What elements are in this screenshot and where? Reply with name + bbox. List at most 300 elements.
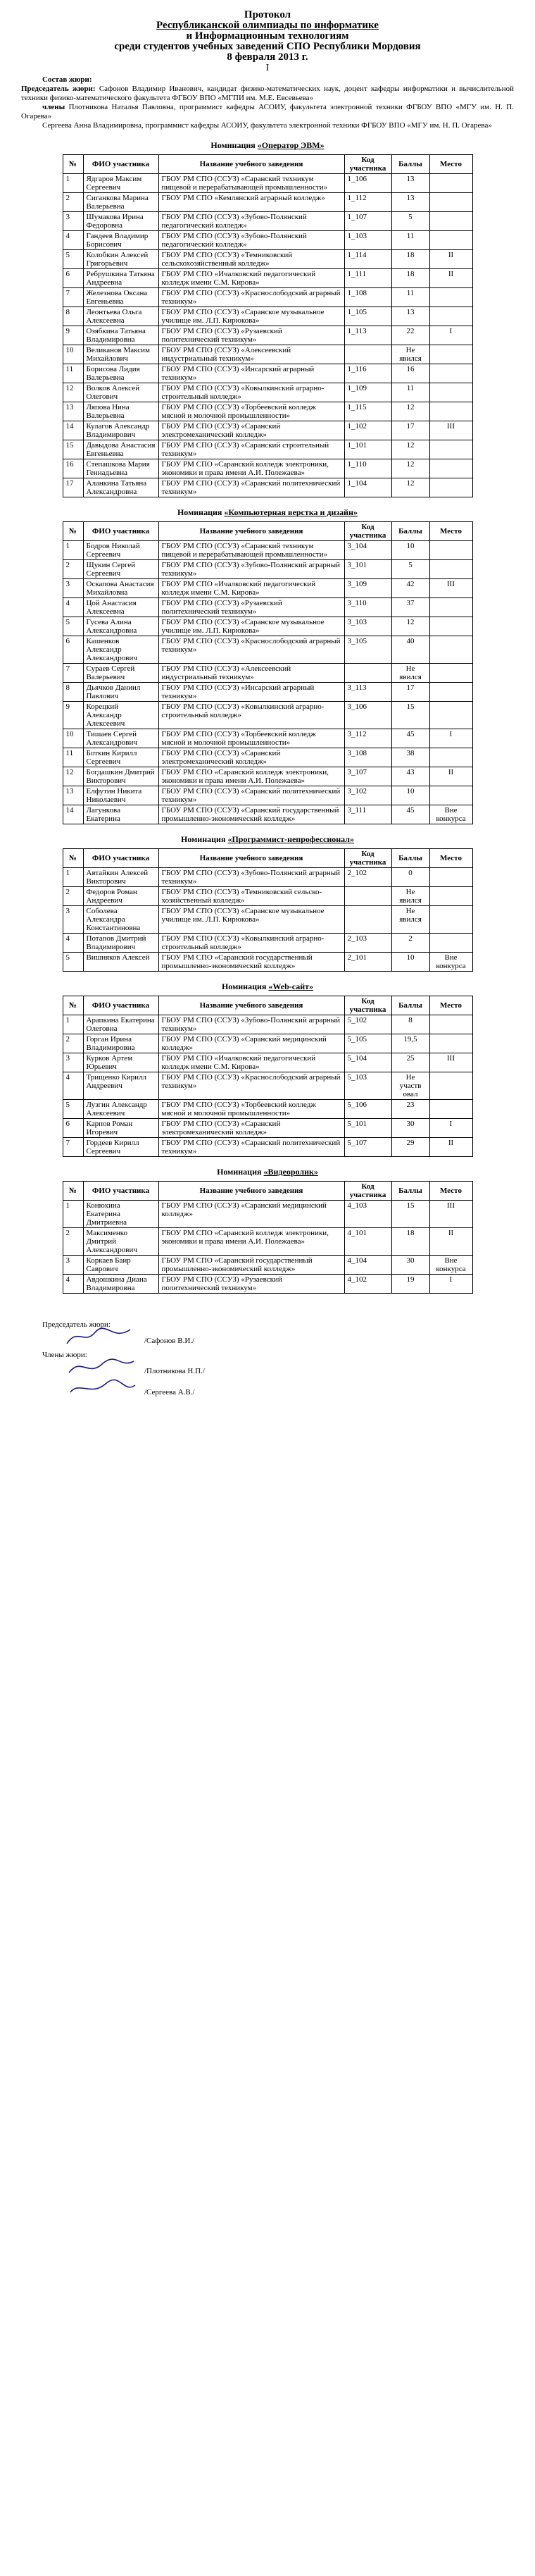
- place: [429, 307, 472, 326]
- institution-name: ГБОУ РМ СПО (ССУЗ) «Темниковский сельскохозяйственный колледж»: [158, 250, 344, 269]
- row-number: 11: [63, 748, 83, 767]
- institution-name: ГБОУ РМ СПО (ССУЗ) «Саранский техникум пищевой и перерабатывающей промышленности»: [158, 541, 344, 560]
- participant-name: Ляпова Нина Валерьевна: [83, 402, 158, 421]
- participant-name: Железнова Оксана Евгеньевна: [83, 288, 158, 307]
- table-row: [63, 364, 472, 383]
- table-row: [63, 288, 472, 307]
- column-header: ФИО участника: [83, 849, 158, 868]
- column-header: №: [63, 155, 83, 174]
- participant-name: Гордеев Кирилл Сергеевич: [83, 1138, 158, 1157]
- place: [429, 683, 472, 702]
- row-number: 4: [63, 231, 83, 250]
- participant-code: 3_102: [344, 786, 391, 805]
- institution-name: ГБОУ РМ СПО (ССУЗ) «Саранское музыкальное училище им. Л.П. Кирюкова»: [158, 307, 344, 326]
- place: I: [429, 326, 472, 345]
- participant-name: Федоров Роман Андреевич: [83, 887, 158, 906]
- table-row: [63, 402, 472, 421]
- row-number: 8: [63, 683, 83, 702]
- column-header: Баллы: [391, 996, 429, 1015]
- participant-code: 1_101: [344, 440, 391, 459]
- nomination-heading: [21, 140, 514, 150]
- institution-name: ГБОУ РМ СПО «Саранский колледж электроники, экономики и права имени А.И. Полежаева»: [158, 767, 344, 786]
- column-header: Место: [429, 849, 472, 868]
- participant-code: 1_112: [344, 193, 391, 212]
- place: [429, 345, 472, 364]
- participant-code: 3_107: [344, 767, 391, 786]
- table-row: [63, 541, 472, 560]
- place: I: [429, 729, 472, 748]
- institution-name: ГБОУ РМ СПО (ССУЗ) «Саранский политехнический техникум»: [158, 1138, 344, 1157]
- participant-name: Волков Алексей Олегович: [83, 383, 158, 402]
- nomination-name: «Программист-непрофессионал»: [227, 834, 354, 844]
- column-header: Код участника: [344, 1182, 391, 1201]
- score: 45: [391, 729, 429, 748]
- table-row: [63, 307, 472, 326]
- score: 45: [391, 805, 429, 824]
- row-number: 15: [63, 440, 83, 459]
- place: Вне конкурса: [429, 953, 472, 972]
- institution-name: ГБОУ РМ СПО (ССУЗ) «Зубово-Полянский педагогический колледж»: [158, 212, 344, 231]
- column-header: Место: [429, 996, 472, 1015]
- score: 43: [391, 767, 429, 786]
- score: 11: [391, 231, 429, 250]
- participant-code: 1_107: [344, 212, 391, 231]
- row-number: 10: [63, 345, 83, 364]
- institution-name: ГБОУ РМ СПО (ССУЗ) «Алексеевский индустриальный техникум»: [158, 664, 344, 683]
- institution-name: ГБОУ РМ СПО (ССУЗ) «Алексеевский индустриальный техникум»: [158, 345, 344, 364]
- table-header-row: [63, 996, 472, 1015]
- table-row: [63, 174, 472, 193]
- participant-code: 2_102: [344, 868, 391, 887]
- jury-members-label: члены: [42, 103, 65, 111]
- participant-code: 3_109: [344, 579, 391, 598]
- text-cursor: I: [265, 63, 270, 73]
- participant-code: 3_110: [344, 598, 391, 617]
- table-row: [63, 459, 472, 478]
- score: 15: [391, 702, 429, 729]
- institution-name: ГБОУ РМ СПО (ССУЗ) «Саранский государственный промышленно-экономический колледж»: [158, 805, 344, 824]
- score: Не явился: [391, 664, 429, 683]
- participant-code: 5_106: [344, 1100, 391, 1119]
- place: [429, 636, 472, 664]
- participant-name: Степашкова Мария Геннадьевна: [83, 459, 158, 478]
- participant-code: 3_106: [344, 702, 391, 729]
- participant-name: Колобкин Алексей Григорьевич: [83, 250, 158, 269]
- score: 0: [391, 868, 429, 887]
- score: 10: [391, 541, 429, 560]
- nomination-prefix: Номинация: [181, 834, 228, 844]
- column-header: Название учебного заведения: [158, 996, 344, 1015]
- row-number: 4: [63, 598, 83, 617]
- participant-name: Конюхина Екатерина Дмитриевна: [83, 1201, 158, 1228]
- score: 5: [391, 212, 429, 231]
- table-row: [63, 906, 472, 934]
- nomination-prefix: Номинация: [217, 1167, 264, 1177]
- participant-name: Карпов Роман Игоревич: [83, 1119, 158, 1138]
- column-header: Код участника: [344, 849, 391, 868]
- participant-code: 4_102: [344, 1275, 391, 1294]
- table-row: [63, 1053, 472, 1072]
- institution-name: ГБОУ РМ СПО (ССУЗ) «Зубово-Полянский аграрный техникум»: [158, 560, 344, 579]
- row-number: 9: [63, 702, 83, 729]
- participant-name: Соболева Александра Константиновна: [83, 906, 158, 934]
- column-header: Место: [429, 155, 472, 174]
- column-header: Код участника: [344, 155, 391, 174]
- nomination-heading: [21, 507, 514, 517]
- institution-name: ГБОУ РМ СПО (ССУЗ) «Ковылкинский аграрно-строительный колледж»: [158, 934, 344, 953]
- protocol-page: [21, 0, 514, 1402]
- participant-code: [344, 345, 391, 364]
- row-number: 4: [63, 934, 83, 953]
- participant-code: 4_103: [344, 1201, 391, 1228]
- table-row: [63, 1138, 472, 1157]
- score: 2: [391, 934, 429, 953]
- place: [429, 440, 472, 459]
- institution-name: ГБОУ РМ СПО «Саранский колледж электроники, экономики и права имени А.И. Полежаева»: [158, 1228, 344, 1256]
- sign-member2-name: /Сергеева А.В./: [144, 1388, 195, 1397]
- institution-name: ГБОУ РМ СПО (ССУЗ) «Ковылкинский аграрно-строительный колледж»: [158, 383, 344, 402]
- signature-chair-icon: [63, 1324, 141, 1349]
- participant-code: 3_112: [344, 729, 391, 748]
- table-row: [63, 748, 472, 767]
- place: [429, 786, 472, 805]
- participant-name: Леонтьева Ольга Алексеевна: [83, 307, 158, 326]
- participant-name: Арапкина Екатерина Олеговна: [83, 1015, 158, 1034]
- document-title: [21, 10, 514, 63]
- score: Не явился: [391, 345, 429, 364]
- nomination-prefix: Номинация: [221, 982, 269, 991]
- participant-code: 3_103: [344, 617, 391, 636]
- place: II: [429, 767, 472, 786]
- institution-name: ГБОУ РМ СПО (ССУЗ) «Саранский электромеханический колледж»: [158, 421, 344, 440]
- nomination-prefix: Номинация: [210, 140, 258, 150]
- participant-name: Озябкина Татьяна Владимировна: [83, 326, 158, 345]
- participant-name: Корецкий Александр Алексеевич: [83, 702, 158, 729]
- row-number: 1: [63, 1015, 83, 1034]
- place: [429, 1072, 472, 1100]
- score: Не явился: [391, 887, 429, 906]
- row-number: 9: [63, 326, 83, 345]
- place: [429, 174, 472, 193]
- table-row: [63, 702, 472, 729]
- nomination-heading: [21, 834, 514, 844]
- column-header: Место: [429, 1182, 472, 1201]
- table-header-row: [63, 849, 472, 868]
- column-header: Баллы: [391, 1182, 429, 1201]
- row-number: 2: [63, 887, 83, 906]
- participant-name: Великанов Максим Михайлович: [83, 345, 158, 364]
- place: II: [429, 1228, 472, 1256]
- row-number: 1: [63, 868, 83, 887]
- place: [429, 1100, 472, 1119]
- place: [429, 402, 472, 421]
- participant-code: [344, 887, 391, 906]
- table-row: [63, 868, 472, 887]
- sign-members-label: Члены жюри:: [42, 1351, 87, 1359]
- column-header: ФИО участника: [83, 155, 158, 174]
- institution-name: ГБОУ РМ СПО (ССУЗ) «Зубово-Полянский аграрный техникум»: [158, 1015, 344, 1034]
- jury-member-2: Сергеева Анна Владимировна, программист кафедры АСОИУ, факультета электронной техники ФГБОУ ВПО «МГУ им. Н. П. Огарева»: [42, 121, 492, 130]
- participant-code: 2_101: [344, 953, 391, 972]
- column-header: №: [63, 522, 83, 541]
- place: III: [429, 421, 472, 440]
- row-number: 3: [63, 1053, 83, 1072]
- participant-code: 3_111: [344, 805, 391, 824]
- table-row: [63, 805, 472, 824]
- institution-name: ГБОУ РМ СПО (ССУЗ) «Саранский политехнический техникум»: [158, 786, 344, 805]
- column-header: Название учебного заведения: [158, 1182, 344, 1201]
- row-number: 5: [63, 250, 83, 269]
- column-header: №: [63, 849, 83, 868]
- participant-name: Гандеев Владимир Борисович: [83, 231, 158, 250]
- participant-name: Сураев Сергей Валерьевич: [83, 664, 158, 683]
- place: [429, 212, 472, 231]
- score: Не участв овал: [391, 1072, 429, 1100]
- table-row: [63, 560, 472, 579]
- place: [429, 887, 472, 906]
- table-row: [63, 1201, 472, 1228]
- participant-code: 3_113: [344, 683, 391, 702]
- row-number: 2: [63, 193, 83, 212]
- column-header: ФИО участника: [83, 522, 158, 541]
- participant-name: Гусева Алина Александровна: [83, 617, 158, 636]
- participant-name: Борисова Лидия Валерьевна: [83, 364, 158, 383]
- table-row: [63, 953, 472, 972]
- row-number: 2: [63, 1228, 83, 1256]
- row-number: 1: [63, 174, 83, 193]
- institution-name: ГБОУ РМ СПО (ССУЗ) «Зубово-Полянский педагогический колледж»: [158, 231, 344, 250]
- place: [429, 906, 472, 934]
- title-it: и Информационным технологиям: [186, 30, 349, 42]
- place: [429, 702, 472, 729]
- participant-code: 1_106: [344, 174, 391, 193]
- signature-member2-icon: [63, 1375, 141, 1401]
- participant-name: Коркаев Баир Саврович: [83, 1256, 158, 1275]
- place: [429, 231, 472, 250]
- jury-section: [21, 75, 514, 130]
- row-number: 7: [63, 664, 83, 683]
- place: [429, 459, 472, 478]
- jury-chair-label: Председатель жюри:: [21, 85, 96, 93]
- table-row: [63, 212, 472, 231]
- column-header: ФИО участника: [83, 1182, 158, 1201]
- column-header: Баллы: [391, 155, 429, 174]
- participant-code: 5_103: [344, 1072, 391, 1100]
- participant-name: Шумакова Ирина Федоровна: [83, 212, 158, 231]
- participant-name: Оскапова Анастасия Михайловна: [83, 579, 158, 598]
- column-header: Баллы: [391, 849, 429, 868]
- place: [429, 364, 472, 383]
- place: III: [429, 1201, 472, 1228]
- participant-name: Давыдова Анастасия Евгеньевна: [83, 440, 158, 459]
- score: 29: [391, 1138, 429, 1157]
- table-row: [63, 231, 472, 250]
- score: 11: [391, 383, 429, 402]
- participant-name: Сиганкова Марина Валерьевна: [83, 193, 158, 212]
- score: 12: [391, 459, 429, 478]
- institution-name: ГБОУ РМ СПО (ССУЗ) «Краснослободский аграрный техникум»: [158, 288, 344, 307]
- score: 23: [391, 1100, 429, 1119]
- participant-code: 1_108: [344, 288, 391, 307]
- table-row: [63, 326, 472, 345]
- participant-code: 1_111: [344, 269, 391, 288]
- row-number: 8: [63, 307, 83, 326]
- participant-name: Потапов Дмитрий Владимирович: [83, 934, 158, 953]
- institution-name: ГБОУ РМ СПО (ССУЗ) «Рузаевский политехнический техникум»: [158, 598, 344, 617]
- score: 16: [391, 364, 429, 383]
- column-header: Название учебного заведения: [158, 522, 344, 541]
- results-table: [63, 154, 473, 497]
- table-row: [63, 1275, 472, 1294]
- institution-name: ГБОУ РМ СПО (ССУЗ) «Саранский электромеханический колледж»: [158, 1119, 344, 1138]
- place: III: [429, 579, 472, 598]
- participant-code: 3_104: [344, 541, 391, 560]
- place: II: [429, 269, 472, 288]
- title-protocol: Протокол: [244, 9, 291, 20]
- institution-name: ГБОУ РМ СПО (ССУЗ) «Ковылкинский аграрно-строительный колледж»: [158, 702, 344, 729]
- table-row: [63, 193, 472, 212]
- row-number: 3: [63, 906, 83, 934]
- table-row: [63, 269, 472, 288]
- results-table: [63, 1181, 473, 1294]
- row-number: 2: [63, 1034, 83, 1053]
- title-date: 8 февраля 2013 г.: [227, 51, 308, 63]
- place: [429, 1034, 472, 1053]
- participant-name: Лузгин Александр Алексеевич: [83, 1100, 158, 1119]
- sign-chair-name: /Сафонов В.И./: [144, 1337, 195, 1345]
- participant-name: Богдашкин Дмитрий Викторович: [83, 767, 158, 786]
- place: III: [429, 1053, 472, 1072]
- table-header-row: [63, 522, 472, 541]
- score: 38: [391, 748, 429, 767]
- column-header: Название учебного заведения: [158, 155, 344, 174]
- participant-name: Кашенков Александр Александрович: [83, 636, 158, 664]
- participant-name: Ядгаров Максим Сергеевич: [83, 174, 158, 193]
- results-table: [63, 848, 473, 972]
- row-number: 1: [63, 1201, 83, 1228]
- table-row: [63, 664, 472, 683]
- nomination-heading: [21, 982, 514, 991]
- row-number: 14: [63, 421, 83, 440]
- sign-member1-name: /Плотникова Н.П./: [144, 1367, 205, 1375]
- table-row: [63, 440, 472, 459]
- participant-code: 3_105: [344, 636, 391, 664]
- place: [429, 664, 472, 683]
- place: II: [429, 1138, 472, 1157]
- column-header: №: [63, 1182, 83, 1201]
- table-row: [63, 383, 472, 402]
- score: 12: [391, 478, 429, 497]
- nomination-name: «Оператор ЭВМ»: [257, 140, 325, 150]
- table-row: [63, 598, 472, 617]
- score: 8: [391, 1015, 429, 1034]
- participant-code: 3_108: [344, 748, 391, 767]
- score: 18: [391, 269, 429, 288]
- institution-name: ГБОУ РМ СПО (ССУЗ) «Зубово-Полянский аграрный техникум»: [158, 868, 344, 887]
- row-number: 6: [63, 1119, 83, 1138]
- table-row: [63, 1015, 472, 1034]
- participant-name: Щукин Сергей Сергеевич: [83, 560, 158, 579]
- row-number: 14: [63, 805, 83, 824]
- row-number: 3: [63, 579, 83, 598]
- participant-code: 1_109: [344, 383, 391, 402]
- row-number: 6: [63, 269, 83, 288]
- nomination-heading: [21, 1167, 514, 1177]
- row-number: 7: [63, 1138, 83, 1157]
- table-row: [63, 934, 472, 953]
- row-number: 12: [63, 383, 83, 402]
- column-header: Место: [429, 522, 472, 541]
- place: [429, 598, 472, 617]
- row-number: 6: [63, 636, 83, 664]
- institution-name: ГБОУ РМ СПО «Кемлянский аграрный колледж»: [158, 193, 344, 212]
- institution-name: ГБОУ РМ СПО (ССУЗ) «Торбеевский колледж мясной и молочной промышленности»: [158, 1100, 344, 1119]
- row-number: 10: [63, 729, 83, 748]
- table-row: [63, 786, 472, 805]
- institution-name: ГБОУ РМ СПО (ССУЗ) «Саранское музыкальное училище им. Л.П. Кирюкова»: [158, 906, 344, 934]
- column-header: ФИО участника: [83, 996, 158, 1015]
- nomination-name: «Видеоролик»: [263, 1167, 318, 1177]
- table-row: [63, 683, 472, 702]
- participant-code: 1_104: [344, 478, 391, 497]
- participant-code: 5_105: [344, 1034, 391, 1053]
- participant-name: Авдошкина Диана Владимировна: [83, 1275, 158, 1294]
- place: [429, 478, 472, 497]
- row-number: 13: [63, 402, 83, 421]
- score: 15: [391, 1201, 429, 1228]
- participant-code: 1_103: [344, 231, 391, 250]
- jury-heading: Состав жюри:: [42, 75, 92, 84]
- row-number: 5: [63, 617, 83, 636]
- column-header: Название учебного заведения: [158, 849, 344, 868]
- column-header: Код участника: [344, 996, 391, 1015]
- row-number: 17: [63, 478, 83, 497]
- nomination-name: «Компьютерная верстка и дизайн»: [224, 507, 358, 517]
- participant-name: Дьячков Даниил Павлович: [83, 683, 158, 702]
- score: 30: [391, 1119, 429, 1138]
- participant-code: 5_104: [344, 1053, 391, 1072]
- participant-code: 4_104: [344, 1256, 391, 1275]
- score: 37: [391, 598, 429, 617]
- participant-name: Максименко Дмитрий Александрович: [83, 1228, 158, 1256]
- sign-chair-label: Председатель жюри:: [42, 1320, 111, 1329]
- table-row: [63, 767, 472, 786]
- row-number: 5: [63, 1100, 83, 1119]
- column-header: Баллы: [391, 522, 429, 541]
- nomination-name: «Web-сайт»: [268, 982, 314, 991]
- nomination-prefix: Номинация: [177, 507, 225, 517]
- institution-name: ГБОУ РМ СПО «Ичалковский педагогический колледж имени С.М. Кирова»: [158, 269, 344, 288]
- row-number: 3: [63, 212, 83, 231]
- table-row: [63, 1100, 472, 1119]
- score: 13: [391, 307, 429, 326]
- table-row: [63, 636, 472, 664]
- place: [429, 1015, 472, 1034]
- signatures-section: [42, 1320, 514, 1402]
- title-students: среди студентов учебных заведений СПО Республики Мордовия: [114, 41, 421, 52]
- table-row: [63, 729, 472, 748]
- row-number: 16: [63, 459, 83, 478]
- column-header: №: [63, 996, 83, 1015]
- table-row: [63, 887, 472, 906]
- row-number: 12: [63, 767, 83, 786]
- institution-name: ГБОУ РМ СПО (ССУЗ) «Саранский медицинский колледж»: [158, 1034, 344, 1053]
- place: [429, 748, 472, 767]
- participant-name: Автайкин Алексей Викторович: [83, 868, 158, 887]
- row-number: 7: [63, 288, 83, 307]
- score: 18: [391, 250, 429, 269]
- institution-name: ГБОУ РМ СПО (ССУЗ) «Инсарский аграрный техникум»: [158, 364, 344, 383]
